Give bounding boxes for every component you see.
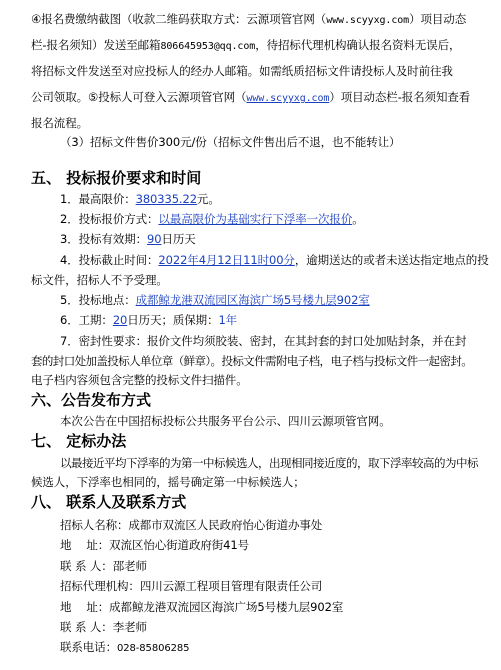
sec4-text: ，待招标代理机构确认报名资料无误后， [255, 38, 461, 52]
item-location [60, 293, 370, 307]
contact-label: 招标代理机构： [60, 579, 140, 593]
item-validity [60, 232, 196, 246]
publication-text: 本次公告在中国招标投标公共服务平台公示、四川云源项管官网。 [60, 414, 391, 428]
item-duration [60, 313, 237, 327]
item-label: 6．工期： [60, 313, 113, 327]
agent-contact: 李老师 [112, 620, 147, 634]
sec4-line-5 [31, 116, 88, 130]
sec4-text: 栏-报名须知）发送至邮箱 [31, 38, 161, 52]
sec4-text: 公司领取。⑤投标人可登入云源项管官网（ [31, 90, 247, 104]
website-url: www.scyyxg.com [326, 15, 410, 26]
sec4-line-4 [31, 90, 470, 106]
warranty-value: 1年 [218, 313, 238, 327]
tenderer-contact-row [60, 559, 147, 573]
contact-label: 地 址： [60, 600, 110, 614]
tenderer-contact: 邵老师 [112, 559, 147, 573]
phone-row [60, 640, 189, 656]
location-value: 成都鲸龙港双流园区海滨广场5号楼九层902室 [135, 293, 370, 307]
contact-label: 联 系 人： [60, 559, 113, 573]
document-price-text: （3）招标文件售价300元/份（招标文件售出后不退，也不能转让） [60, 135, 401, 149]
agent-row [60, 579, 322, 593]
contact-label: 地 址： [60, 538, 110, 552]
item-label: 5．投标地点： [60, 293, 136, 307]
item-label: 4．投标截止时间： [60, 253, 159, 267]
sec4-text: 将招标文件发送至对应投标人的经办人邮箱。如需纸质招标文件请投标人及时前往我 [31, 64, 453, 78]
section5-heading: 五、 投标报价要求和时间 [31, 169, 202, 187]
item-text: 标文件，招标人不予受理。 [31, 273, 168, 287]
sec4-line-3 [31, 64, 453, 78]
section7-heading: 七、 定标办法 [31, 432, 127, 450]
item-quote-method [60, 212, 364, 226]
item-max-price [60, 192, 220, 206]
deadline-value: 2022年4月12日11时00分 [158, 253, 295, 267]
sec4-text: 报名流程。 [31, 116, 88, 130]
item-text: 。 [352, 212, 364, 226]
tenderer-address: 双流区怡心街道政府街41号 [109, 538, 249, 552]
item-text: 电子档内容须包含完整的投标文件扫描件。 [31, 373, 248, 387]
award-text: 候选人，下浮率也相同的，摇号确定第一中标候选人； [31, 475, 305, 489]
section8-heading: 八、 联系人及联系方式 [31, 493, 187, 511]
item-text: 7．密封性要求：报价文件均须胶装、密封，在其封套的封口处加贴封条，并在封 [60, 334, 467, 348]
item-label: 1．最高限价： [60, 192, 136, 206]
award-rule-line-2 [31, 475, 305, 489]
agent-address: 成都鲸龙港双流园区海滨广场5号楼九层902室 [109, 600, 344, 614]
agent-name: 四川云源工程项目管理有限责任公司 [139, 579, 323, 593]
item-text: 日历天；质保期： [127, 313, 219, 327]
document-price [60, 135, 400, 149]
award-rule-line-1 [60, 456, 478, 470]
item-sealing [60, 334, 466, 348]
contact-label: 招标人名称： [60, 518, 129, 532]
agent-address-row [60, 600, 343, 614]
tenderer-address-row [60, 538, 249, 552]
website-link[interactable]: www.scyyxg.com [246, 93, 330, 104]
sec4-line-2 [31, 38, 460, 54]
email-address: 806645953@qq.com [160, 41, 256, 52]
agent-contact-row [60, 620, 147, 634]
duration-value: 20 [112, 313, 128, 327]
sec4-text: ④报名费缴纳截图（收款二维码获取方式：云源项管官网（ [31, 12, 327, 26]
item-sealing-line-3 [31, 373, 248, 387]
item-sealing-line-2 [31, 354, 472, 368]
contact-label: 联 系 人： [60, 620, 113, 634]
sec4-text: ）项目动态栏-报名须知查看 [329, 90, 471, 104]
item-text: 日历天 [161, 232, 196, 246]
item-deadline-line-2 [31, 273, 168, 287]
tenderer-row [60, 518, 322, 532]
item-label: 3．投标有效期： [60, 232, 148, 246]
item-label: 2．投标报价方式： [60, 212, 159, 226]
sec4-text: ）项目动态 [409, 12, 467, 26]
max-price-value: 380335.22 [135, 192, 197, 206]
award-text: 以最接近平均下浮率的为第一中标候选人，出现相同接近度的，取下浮率较高的为中标 [60, 456, 478, 470]
phone-number: 028-85806285 [117, 643, 190, 654]
tenderer-name: 成都市双流区人民政府怡心街道办事处 [128, 518, 323, 532]
validity-value: 90 [147, 232, 162, 246]
item-text: 套的封口处加盖投标人单位章（鲜章）。投标文件需附电子档，电子档与投标文件一起密封。 [31, 354, 473, 368]
item-text: 元。 [196, 192, 220, 206]
publication-method [60, 414, 391, 428]
contact-label: 联系电话： [60, 640, 117, 654]
item-text: ，逾期送达的或者未送达指定地点的投 [294, 253, 489, 267]
quote-method-value: 以最高限价为基础实行下浮率一次报价 [158, 212, 353, 226]
sec4-line-1 [31, 12, 466, 28]
item-deadline [60, 253, 489, 267]
section6-heading: 六、公告发布方式 [31, 391, 152, 409]
